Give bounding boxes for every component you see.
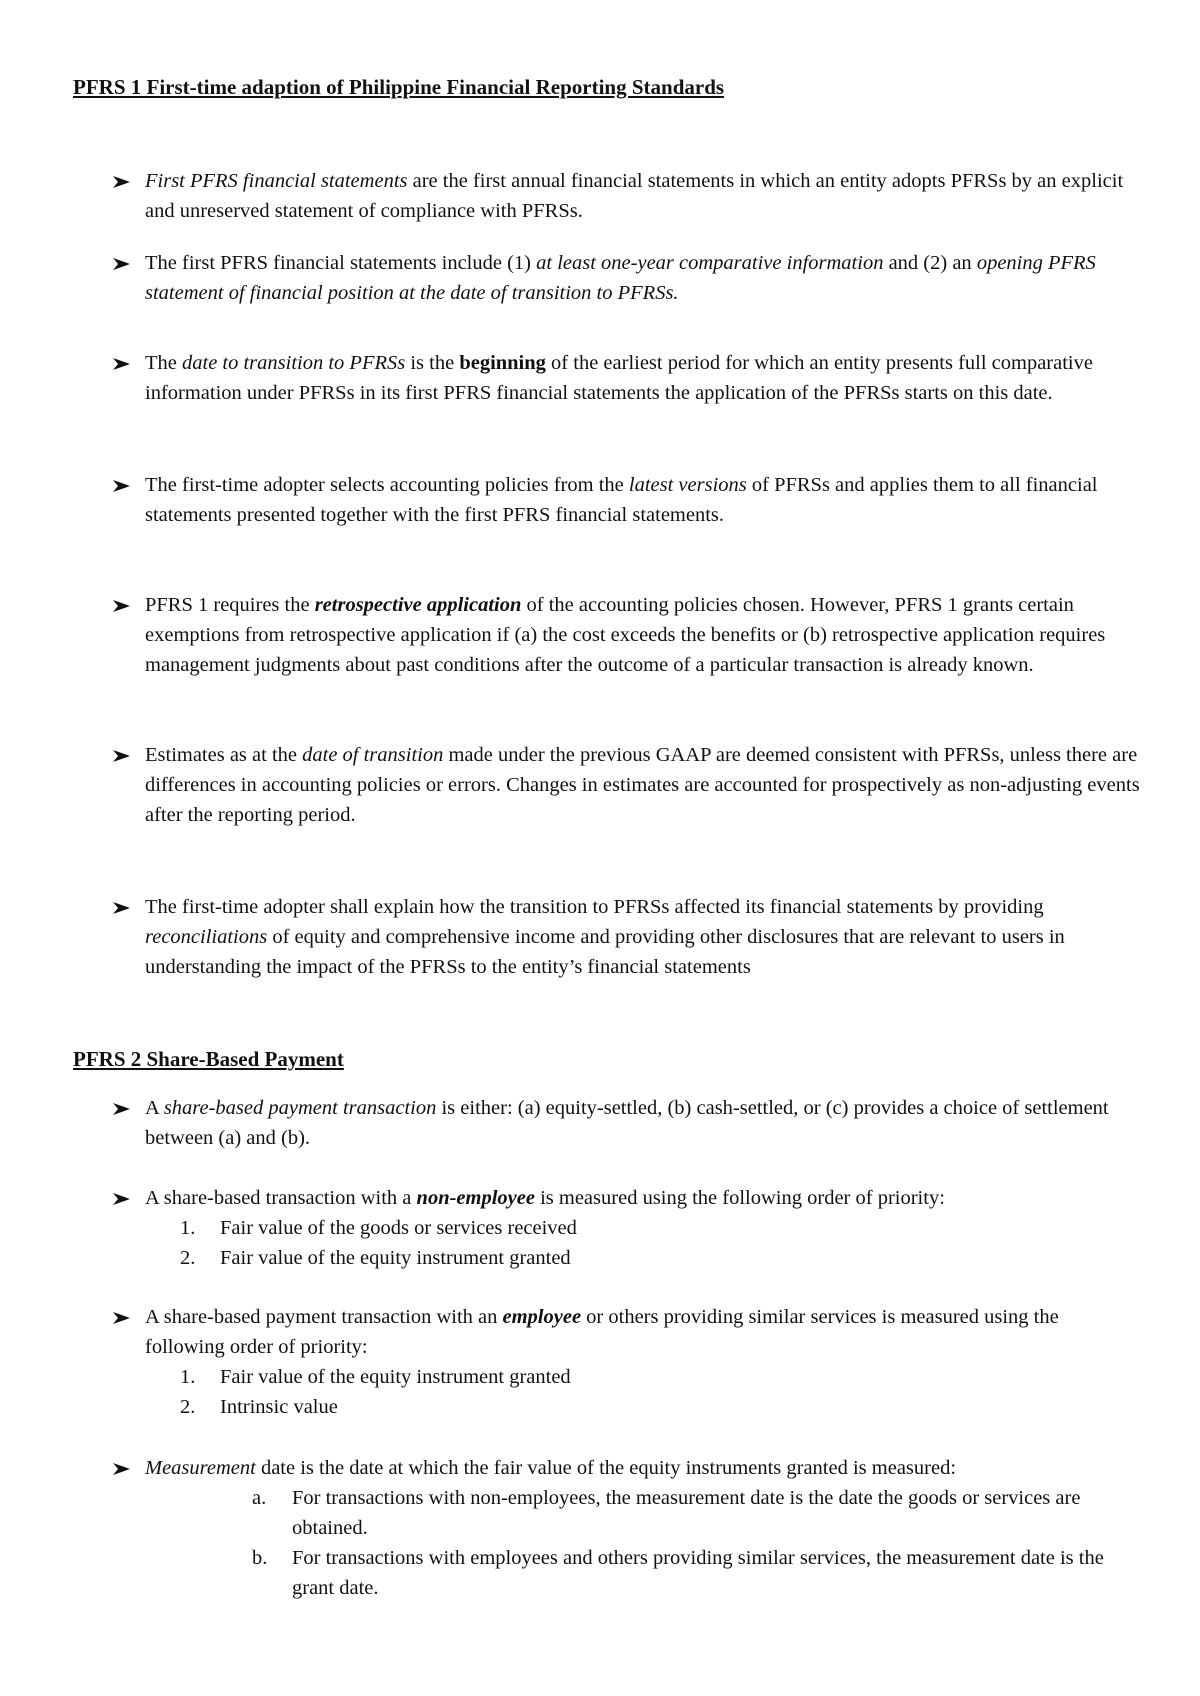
list-item-text: For transactions with non-employees, the measurement date is the date the goods or services are obtained. [292, 1487, 1081, 1539]
text-segment: employee [502, 1306, 582, 1328]
bullet-1-2 [112, 248, 1142, 308]
text-segment: and (2) an [883, 252, 977, 274]
list-marker: b. [252, 1547, 268, 1569]
arrow-bullet-icon [112, 590, 134, 620]
list-item-text: Intrinsic value [220, 1396, 338, 1418]
bullet-text [145, 1453, 1142, 1483]
bullet-1-3 [112, 348, 1142, 408]
text-segment: date of transition [302, 744, 444, 766]
text-segment: PFRS 1 requires the [145, 594, 315, 616]
text-segment: reconciliations [145, 926, 268, 948]
text-segment: date is the date at which the fair value of the equity instruments granted is measured: [255, 1457, 957, 1479]
bullet-1-7 [112, 892, 1142, 982]
list-item-text: Fair value of the equity instrument granted [220, 1247, 571, 1269]
list-marker: 2. [180, 1247, 196, 1269]
list-item [180, 1392, 1142, 1422]
list-item [180, 1362, 1142, 1392]
text-segment: share-based payment transaction [163, 1097, 437, 1119]
arrow-bullet-icon [112, 348, 134, 378]
arrow-bullet-icon [112, 248, 134, 278]
bullet-text [145, 1183, 1142, 1213]
bullet-1-6 [112, 740, 1142, 830]
bullet-text [145, 1302, 1142, 1362]
bullet-1-4 [112, 470, 1142, 530]
bullet-text [145, 892, 1142, 982]
list-marker: 1. [180, 1217, 196, 1239]
bullet-2-3 [112, 1302, 1142, 1422]
list-marker: 1. [180, 1366, 196, 1388]
text-segment: is the [405, 352, 460, 374]
text-segment: opening PFRS statement of financial position at the date of transition to PFRSs. [145, 252, 1096, 304]
arrow-bullet-icon [112, 1093, 134, 1123]
text-segment: The first PFRS financial statements include (1) [145, 252, 537, 274]
bullet-text [145, 590, 1142, 680]
arrow-bullet-icon [112, 740, 134, 770]
text-segment: The first-time adopter selects accounting policies from the [145, 474, 629, 496]
arrow-bullet-icon [112, 892, 134, 922]
text-segment: The [145, 352, 182, 374]
text-segment: beginning [459, 352, 546, 374]
text-segment: A [145, 1097, 164, 1119]
text-segment: non-employee [416, 1187, 535, 1209]
text-segment: of PFRSs and applies them to all financial statements presented together with the first PFRS financial statements. [145, 474, 1098, 526]
text-segment: retrospective application [314, 594, 522, 616]
text-segment: The first-time adopter shall explain how the transition to PFRSs affected its financial statements by providing [145, 896, 1044, 918]
section-1-heading: PFRS 1 First-time adaption of Philippine Financial Reporting Standards [73, 75, 725, 99]
text-segment: of the accounting policies chosen. However, PFRS 1 grants certain exemptions from retrospective application if (a) the cost exceeds the benefits or (b) retrospective application requires management judgments about past conditions after the outcome of a particular transaction is already known. [145, 594, 1106, 676]
text-segment: made under the previous GAAP are deemed consistent with PFRSs, unless there are differences in accounting policies or errors. Changes in estimates are accounted for prospectively as non-adjusting events after the reporting period. [145, 744, 1140, 826]
list-item [252, 1543, 1142, 1603]
bullet-2-1 [112, 1093, 1142, 1153]
bullet-text [145, 740, 1142, 830]
bullet-2-2 [112, 1183, 1142, 1273]
bullet-1-1 [112, 166, 1142, 226]
list-marker: 2. [180, 1396, 196, 1418]
text-segment: latest versions [628, 474, 747, 496]
text-segment: Estimates as at the [145, 744, 303, 766]
section-2-heading: PFRS 2 Share-Based Payment [73, 1047, 344, 1071]
text-segment: A share-based payment transaction with an [145, 1306, 503, 1328]
list-item [252, 1483, 1142, 1543]
arrow-bullet-icon [112, 166, 134, 196]
text-segment: Measurement [145, 1457, 256, 1479]
bullet-text [145, 1093, 1142, 1153]
arrow-bullet-icon [112, 1183, 134, 1213]
bullet-text [145, 248, 1142, 308]
list-item-text: Fair value of the equity instrument granted [220, 1366, 571, 1388]
text-segment: is measured using the following order of priority: [534, 1187, 945, 1209]
text-segment: First PFRS financial statements [145, 170, 408, 192]
text-segment: are the first annual financial statements in which an entity adopts PFRSs by an explicit and unreserved statement of compliance with PFRSs. [145, 170, 1124, 222]
text-segment: or others providing similar services is measured using the following order of priority: [145, 1306, 1059, 1358]
text-segment: date to transition to PFRSs [182, 352, 406, 374]
bullet-text [145, 166, 1142, 226]
text-segment: is either: (a) equity-settled, (b) cash-settled, or (c) provides a choice of settlement between (a) and (b). [145, 1097, 1109, 1149]
text-segment: of the earliest period for which an entity presents full comparative information under PFRSs in its first PFRS financial statements the application of the PFRSs starts on this date. [145, 352, 1093, 404]
arrow-bullet-icon [112, 1302, 134, 1332]
list-item-text: For transactions with employees and others providing similar services, the measurement date is the grant date. [292, 1547, 1104, 1599]
arrow-bullet-icon [112, 1453, 134, 1483]
text-segment: of equity and comprehensive income and providing other disclosures that are relevant to users in understanding the impact of the PFRSs to the entity’s financial statements [145, 926, 1065, 978]
list-item-text: Fair value of the goods or services received [220, 1217, 577, 1239]
list-item [180, 1213, 1142, 1243]
bullet-2-4 [112, 1453, 1142, 1603]
text-segment: at least one-year comparative information [536, 252, 884, 274]
bullet-text [145, 348, 1142, 408]
list-marker: a. [252, 1487, 267, 1509]
text-segment: A share-based transaction with a [145, 1187, 417, 1209]
arrow-bullet-icon [112, 470, 134, 500]
bullet-1-5 [112, 590, 1142, 680]
list-item [180, 1243, 1142, 1273]
bullet-text [145, 470, 1142, 530]
